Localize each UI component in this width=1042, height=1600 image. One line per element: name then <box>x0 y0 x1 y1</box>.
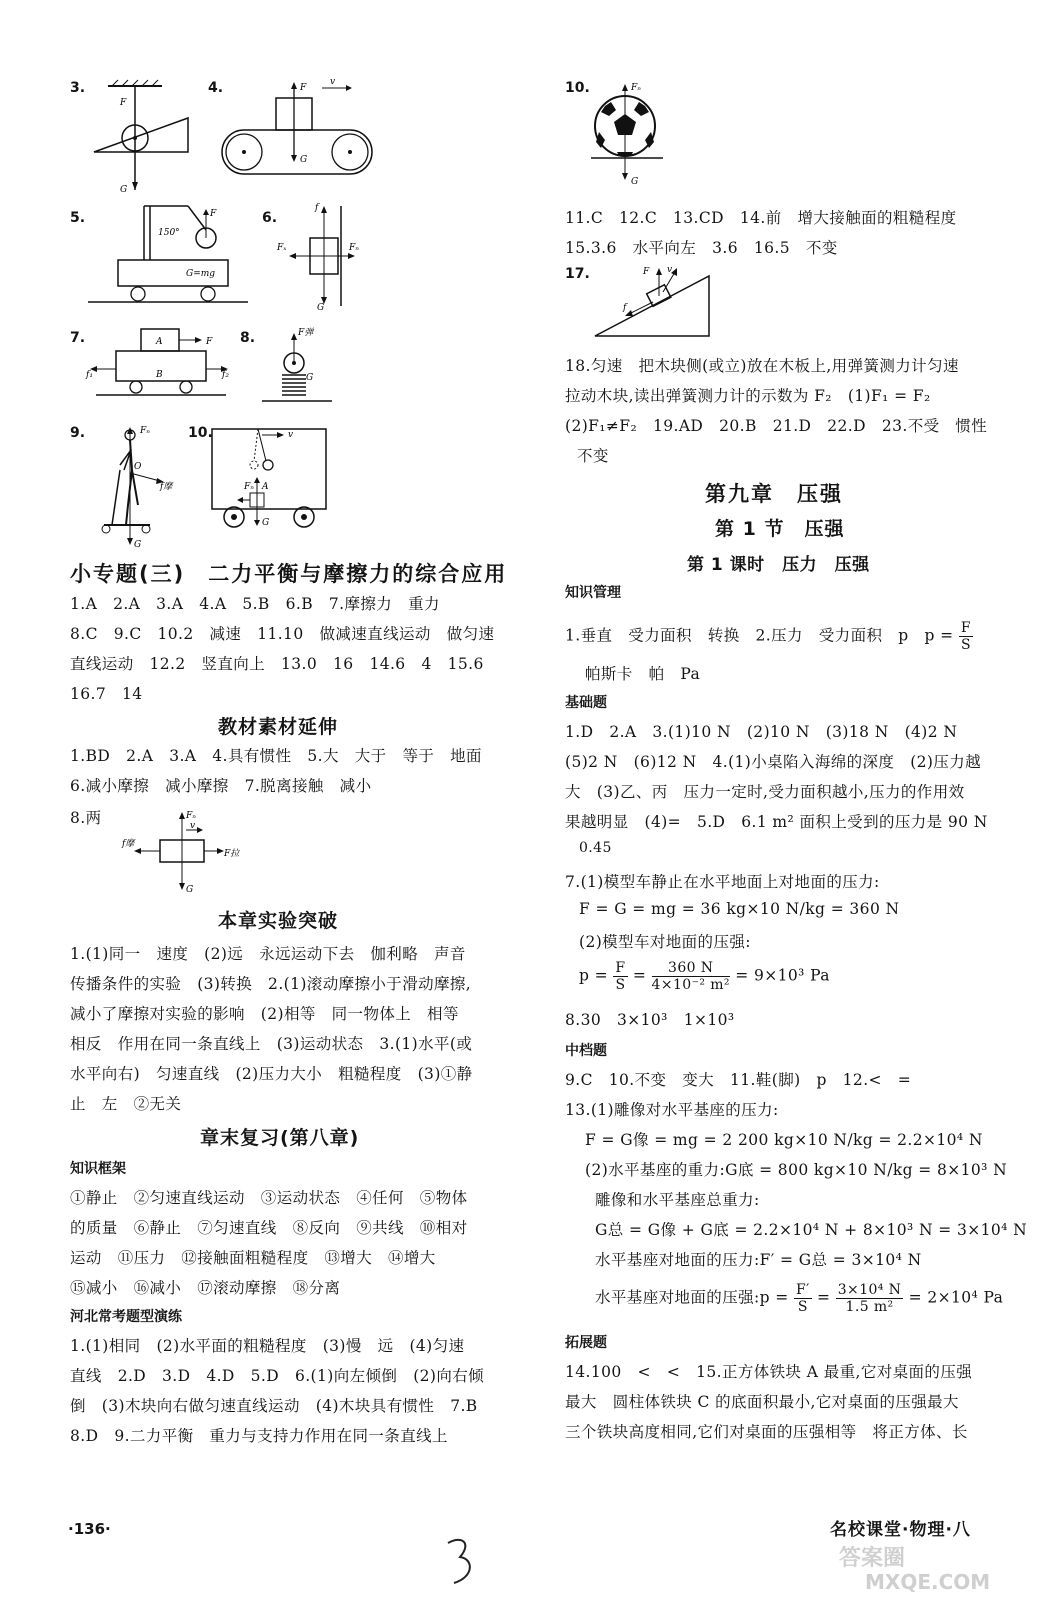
knowledge-line: 帕斯卡 帕 Pa <box>585 665 701 683</box>
figure-9-label: 9. <box>70 425 86 441</box>
q13-line: 13.(1)雕像对水平基座的压力: <box>565 1101 779 1119</box>
svg-text:F拉: F拉 <box>224 849 240 859</box>
svg-text:f: f <box>315 203 319 213</box>
experiment-title: 本章实验突破 <box>218 910 339 932</box>
svg-text:Fₙ: Fₙ <box>186 811 196 821</box>
q8-line: 8.30 3×10³ 1×10³ <box>565 1011 735 1029</box>
svg-text:F弹: F弹 <box>298 328 314 338</box>
q13-formula: 水平基座对地面的压强:p = $\frac{F'}{S}$ = $\frac{\text{3×10⁴ N}}{\text{1.5 m²}}$ = 2×10⁴ Pa <box>595 1282 1004 1315</box>
figure-6-label: 6. <box>262 210 278 226</box>
q7-line: (2)模型车对地面的压强: <box>579 933 751 951</box>
answer-line: 11.C 12.C 13.CD 14.前 增大接触面的粗糙程度 <box>565 209 957 227</box>
topic3-line: 8.C 9.C 10.2 减速 11.10 做减速直线运动 做匀速 <box>70 625 495 643</box>
q7-formula: p = $\frac{F}{S}$ = $\frac{360 N}{\text{4×10⁻² m²}}$ = 9×10³ Pa <box>579 960 830 993</box>
basic-line: (5)2 N (6)12 N 4.(1)小桌陷入海绵的深度 (2)压力越 <box>565 753 982 771</box>
extension-q8-label: 8.两 <box>70 809 102 827</box>
answer-line: 18.匀速 把木块侧(或立)放在木板上,用弹簧测力计匀速 <box>565 357 959 375</box>
hebei-label: 河北常考题型演练 <box>70 1309 182 1325</box>
figure-7-stacked-blocks-cart <box>86 325 236 414</box>
figure-9-scooter-rider <box>84 425 184 554</box>
experiment-line: 减小了摩擦对实验的影响 (2)相等 同一物体上 相等 <box>70 1005 459 1023</box>
figure-10-label: 10. <box>188 425 213 441</box>
svg-text:f: f <box>623 303 627 313</box>
mid-line: 9.C 10.不变 变大 11.鞋(脚) p 12.< = <box>565 1071 912 1089</box>
svg-text:v: v <box>288 430 294 440</box>
figure-7-label: 7. <box>70 330 86 346</box>
figure-3-pulley-on-incline <box>90 80 210 204</box>
q13-line: 水平基座对地面的压力:F′ = G总 = 3×10⁴ N <box>595 1251 922 1269</box>
q13-line: 雕像和水平基座总重力: <box>595 1191 760 1209</box>
svg-text:MXQE.COM: MXQE.COM <box>865 1570 991 1594</box>
figure-17-block-on-incline <box>593 262 713 346</box>
topic3-title: 小专题(三) 二力平衡与摩擦力的综合应用 <box>70 562 508 586</box>
svg-text:F: F <box>206 337 213 347</box>
figure-6-block-on-wall <box>275 200 365 314</box>
knowledge-line <box>565 620 973 653</box>
experiment-line: 止 左 ②无关 <box>70 1095 182 1113</box>
q13-line: G总 = G像 + G底 = 2.2×10⁴ N + 8×10³ N = 3×10⁴ N <box>595 1221 1028 1239</box>
svg-text:f₂: f₂ <box>222 370 229 380</box>
basic-line: 大 (3)乙、丙 压力一定时,受力面积越小,压力的作用效 <box>565 783 965 801</box>
svg-text:Fₓ: Fₓ <box>277 243 287 253</box>
figure-17-label: 17. <box>565 266 590 282</box>
mid-label: 中档题 <box>565 1043 607 1059</box>
answer-line: (2)F₁≠F₂ 19.AD 20.B 21.D 22.D 23.不受 惯性 <box>565 417 988 435</box>
figure-4-label: 4. <box>208 80 224 96</box>
svg-text:答案圈: 答案圈 <box>839 1546 906 1571</box>
svg-text:v: v <box>190 821 196 831</box>
basic-line: 果越明显 (4)= 5.D 6.1 m² 面积上受到的压力是 90 N <box>565 813 988 831</box>
svg-text:f₁: f₁ <box>86 370 93 380</box>
extension-label: 拓展题 <box>565 1335 607 1351</box>
section-title: 第 1 节 压强 <box>715 518 845 540</box>
answer-line: 15.3.6 水平向左 3.6 16.5 不变 <box>565 239 838 257</box>
svg-text:F: F <box>210 209 217 219</box>
framework-line: 运动 ⑪压力 ⑫接触面粗糙程度 ⑬增大 ⑭增大 <box>70 1249 436 1267</box>
topic3-line: 1.A 2.A 3.A 4.A 5.B 6.B 7.摩擦力 重力 <box>70 595 440 613</box>
extension-line: 1.BD 2.A 3.A 4.具有惯性 5.大 大于 等于 地面 <box>70 747 482 765</box>
knowledge-label: 知识管理 <box>565 585 621 601</box>
figure-8-ball-on-spring <box>258 325 338 414</box>
extension-title: 教材素材延伸 <box>218 716 339 738</box>
svg-text:G: G <box>306 373 314 383</box>
svg-text:G: G <box>317 303 325 313</box>
svg-text:G: G <box>300 155 308 165</box>
svg-text:Fₙ: Fₙ <box>244 482 254 492</box>
figure-4-conveyor-belt <box>222 78 382 192</box>
experiment-line: 1.(1)同一 速度 (2)远 永远运动下去 伽利略 声音 <box>70 945 466 963</box>
chapter-title: 第九章 压强 <box>705 482 843 506</box>
svg-text:G: G <box>186 885 194 895</box>
framework-label: 知识框架 <box>70 1161 126 1177</box>
svg-text:G: G <box>120 185 128 195</box>
review-title: 章末复习(第八章) <box>200 1127 360 1149</box>
fraction-f-over-s: $\frac{F}{S}$ <box>960 620 971 653</box>
topic3-line: 16.7 14 <box>70 685 143 703</box>
svg-text:A: A <box>262 482 269 492</box>
page-number: ·136· <box>68 1520 111 1538</box>
basic-line: 1.D 2.A 3.(1)10 N (2)10 N (3)18 N (4)2 N <box>565 723 958 741</box>
book-title: 名校课堂·物理·八 <box>830 1520 971 1540</box>
svg-text:v: v <box>667 265 673 275</box>
hebei-line: 8.D 9.二力平衡 重力与支持力作用在同一条直线上 <box>70 1427 448 1445</box>
svg-text:F: F <box>300 83 307 93</box>
basic-line: 0.45 <box>579 840 612 856</box>
hebei-line: 1.(1)相同 (2)水平面的粗糙程度 (3)慢 远 (4)匀速 <box>70 1337 465 1355</box>
svg-text:O: O <box>134 462 142 472</box>
svg-text:A: A <box>156 337 163 347</box>
extension-line: 14.100 < < 15.正方体铁块 A 最重,它对桌面的压强 <box>565 1363 973 1381</box>
q13-line: (2)水平基座的重力:G底 = 800 kg×10 N/kg = 8×10³ N <box>585 1161 1008 1179</box>
handwritten-mark <box>440 1535 480 1594</box>
svg-text:F: F <box>643 267 650 277</box>
hebei-line: 倒 (3)木块向右做匀速直线运动 (4)木块具有惯性 7.B <box>70 1397 478 1415</box>
extension-line: 最大 圆柱体铁块 C 的底面积最小,它对桌面的压强最大 <box>565 1393 959 1411</box>
figure-8-label: 8. <box>240 330 256 346</box>
lesson-title: 第 1 课时 压力 压强 <box>687 555 870 575</box>
figure-10-soccer-ball <box>587 80 677 199</box>
framework-line: ⑮减小 ⑯减小 ⑰滚动摩擦 ⑱分离 <box>70 1279 341 1297</box>
svg-text:B: B <box>156 370 163 380</box>
svg-text:150°: 150° <box>158 228 180 238</box>
basic-label: 基础题 <box>565 695 607 711</box>
extension-line: 6.减小摩擦 减小摩擦 7.脱离接触 减小 <box>70 777 372 795</box>
experiment-line: 相反 作用在同一条直线上 (3)运动状态 3.(1)水平(或 <box>70 1035 473 1053</box>
experiment-line: 传播条件的实验 (3)转换 2.(1)滚动摩擦小于滑动摩擦, <box>70 975 472 993</box>
svg-text:F: F <box>120 98 127 108</box>
svg-text:f摩: f摩 <box>122 839 135 849</box>
figure-3-label: 3. <box>70 80 86 96</box>
figure-5-label: 5. <box>70 210 86 226</box>
svg-text:G: G <box>262 518 270 528</box>
answer-line: 拉动木块,读出弹簧测力计的示数为 F₂ (1)F₁ = F₂ <box>565 387 931 405</box>
framework-line: 的质量 ⑥静止 ⑦匀速直线 ⑧反向 ⑨共线 ⑩相对 <box>70 1219 468 1237</box>
framework-line: ①静止 ②匀速直线运动 ③运动状态 ④任何 ⑤物体 <box>70 1189 468 1207</box>
svg-text:Fₙ: Fₙ <box>140 426 150 436</box>
q7-line: F = G = mg = 36 kg×10 N/kg = 360 N <box>579 900 900 918</box>
svg-text:f摩: f摩 <box>160 482 173 492</box>
figure-10-right-label: 10. <box>565 80 590 96</box>
hebei-line: 直线 2.D 3.D 4.D 5.D 6.(1)向左倾倒 (2)向右倾 <box>70 1367 485 1385</box>
q13-line: F = G像 = mg = 2 200 kg×10 N/kg = 2.2×10⁴ N <box>585 1131 983 1149</box>
figure-8-block-forces <box>120 808 240 902</box>
svg-text:G=mg: G=mg <box>186 269 216 279</box>
experiment-line: 水平向右) 匀速直线 (2)压力大小 粗糙程度 (3)①静 <box>70 1065 473 1083</box>
figure-10-pendulum-cart <box>210 425 330 539</box>
q7-line: 7.(1)模型车静止在水平地面上对地面的压力: <box>565 873 880 891</box>
answer-line: 不变 <box>577 447 609 465</box>
watermark <box>835 1545 1035 1599</box>
figure-5-cart-with-pulley <box>88 200 248 314</box>
extension-line: 三个铁块高度相同,它们对桌面的压强相等 将正方体、长 <box>565 1423 968 1441</box>
svg-text:G: G <box>134 540 142 550</box>
svg-text:Fₙ: Fₙ <box>631 83 641 93</box>
svg-text:G: G <box>631 177 639 187</box>
svg-text:Fₙ: Fₙ <box>349 243 359 253</box>
knowledge-text: 1.垂直 受力面积 转换 2.压力 受力面积 p p = <box>565 626 954 645</box>
svg-text:v: v <box>330 77 336 87</box>
topic3-line: 直线运动 12.2 竖直向上 13.0 16 14.6 4 15.6 <box>70 655 484 673</box>
